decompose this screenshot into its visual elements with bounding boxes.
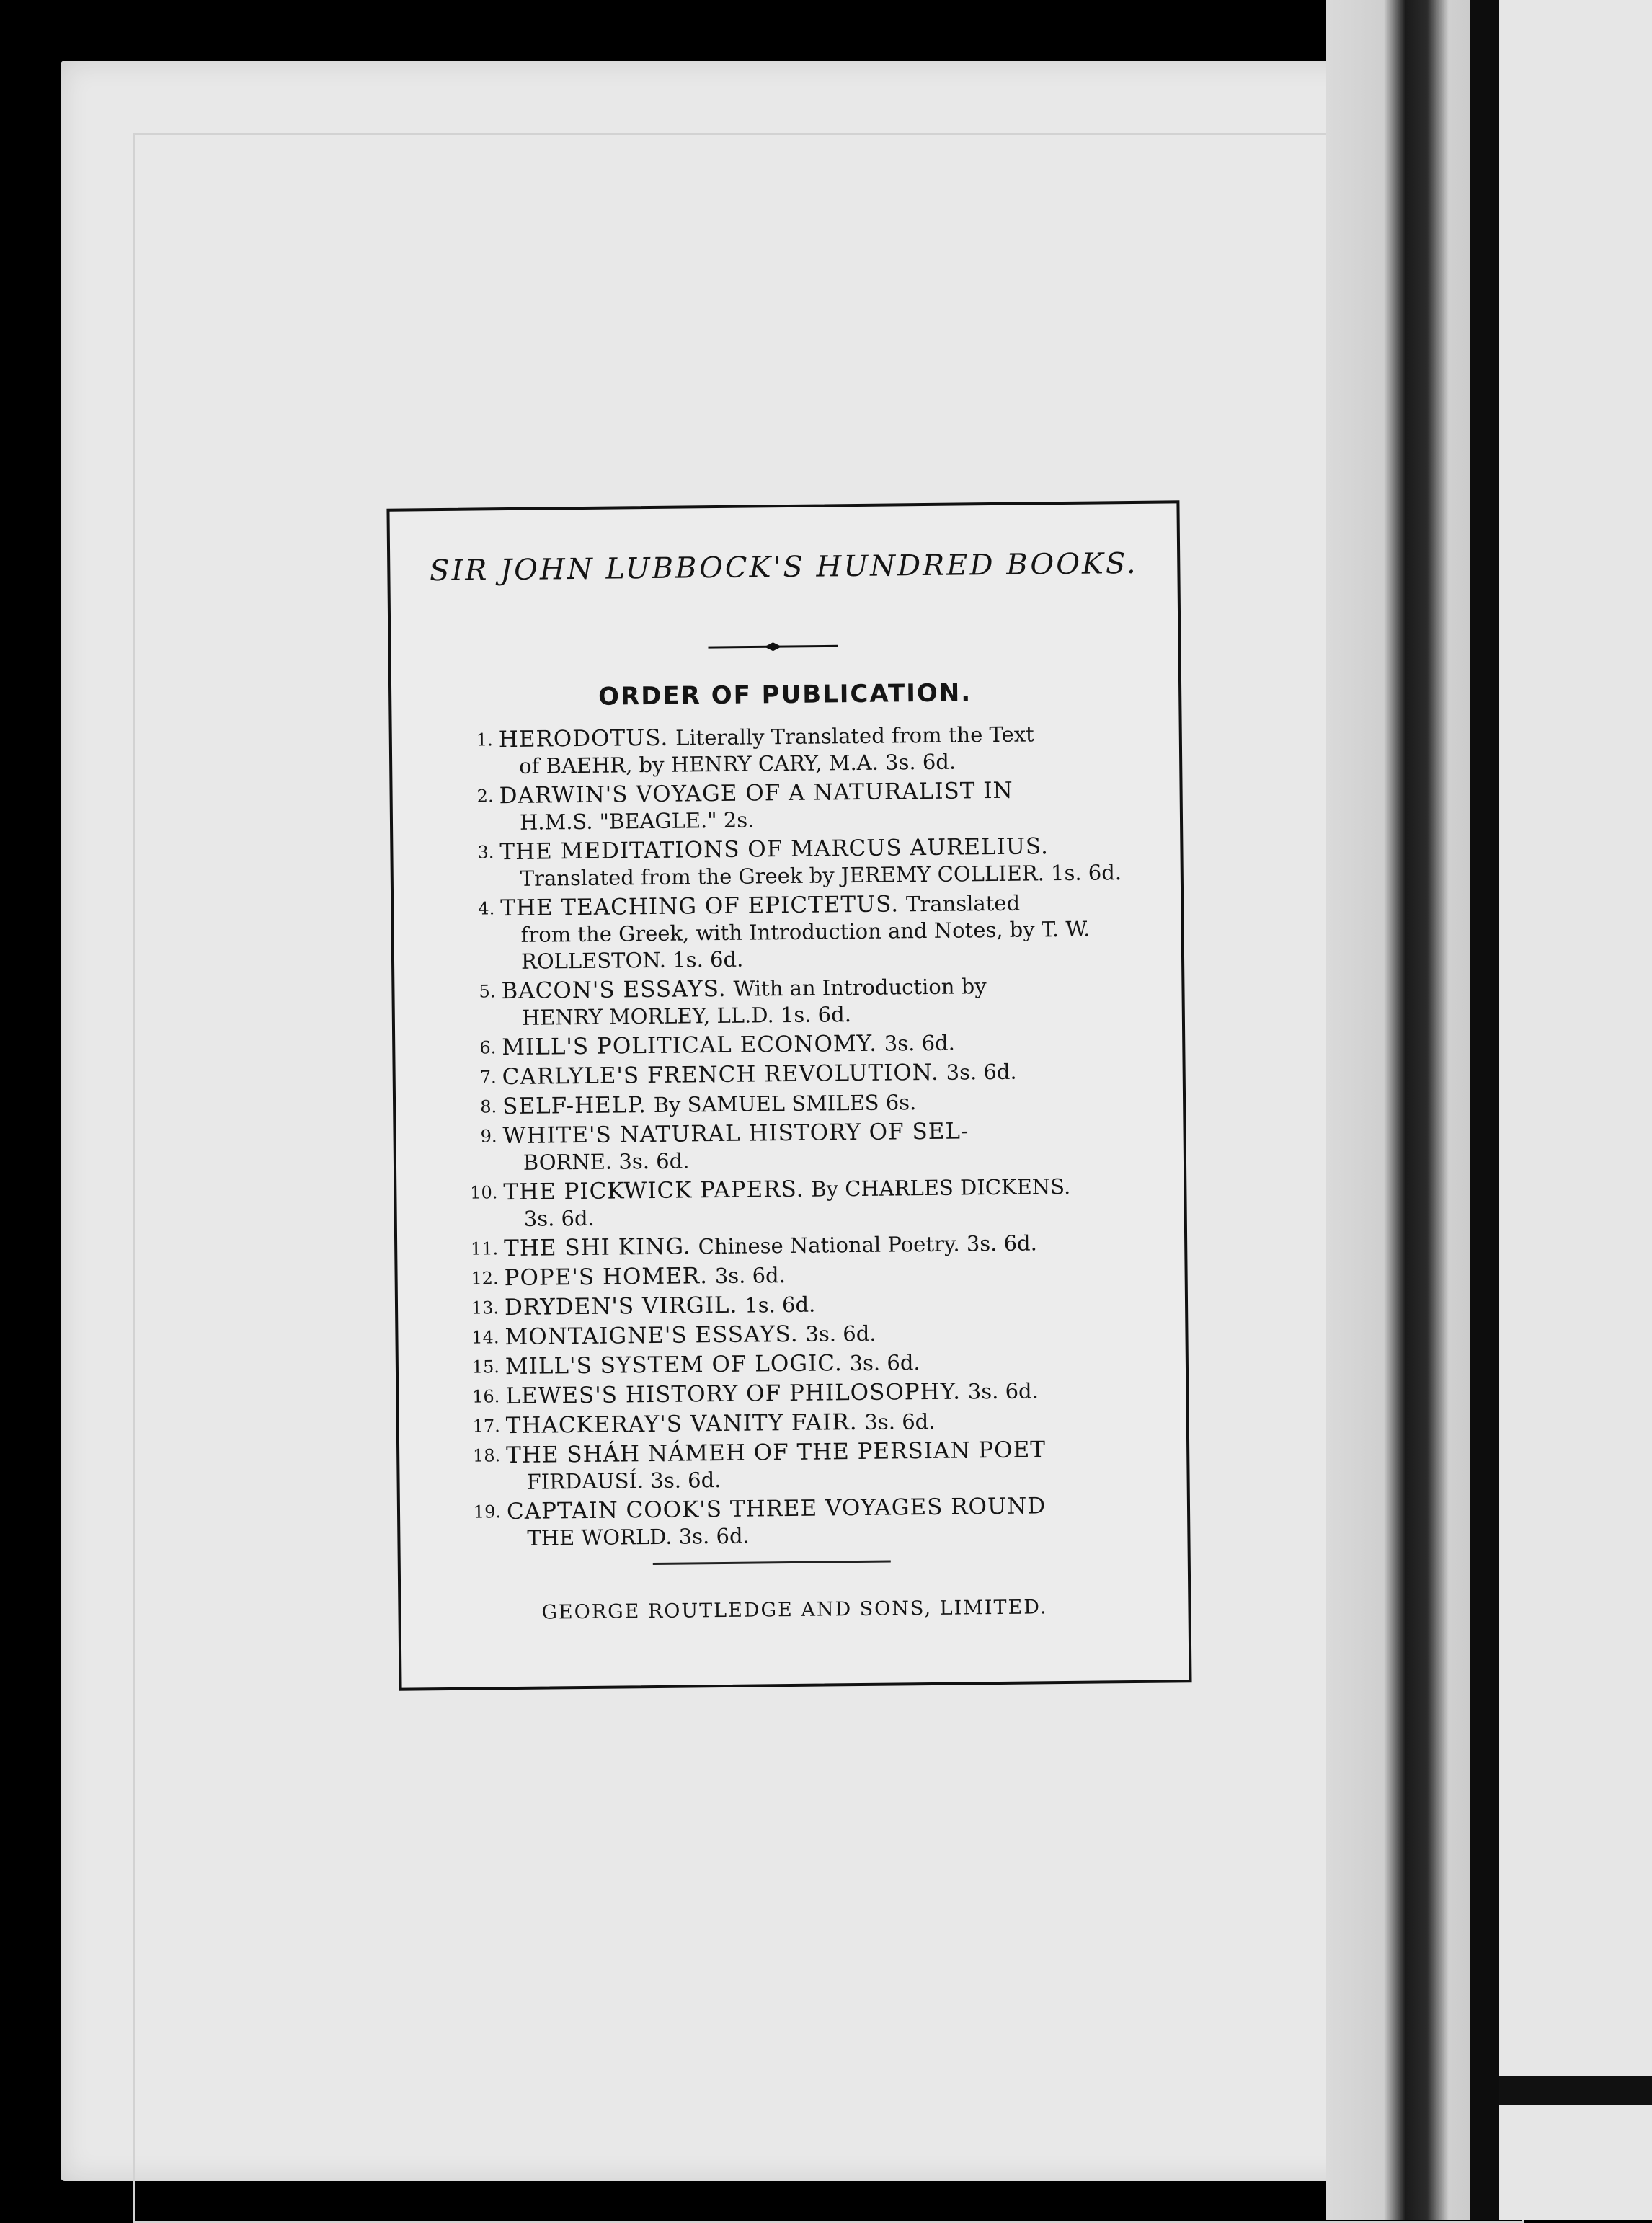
entry-detail: 3s. 6d. [946,1059,1017,1085]
book-entry [461,1087,1153,1121]
entry-number: 13. [471,1297,499,1318]
entry-number: 7. [479,1067,497,1088]
entry-number: 8. [480,1096,497,1117]
entry-title: BACON'S ESSAYS. [501,975,727,1005]
entry-title: MILL'S SYSTEM OF LOGIC. [505,1350,843,1380]
book-entry [457,776,1150,837]
entry-title: DRYDEN'S VIRGIL. [504,1292,738,1321]
entry-continuation: Translated from the Greek by JEREMY COLLIER. 1s. 6d. [520,860,1122,891]
entry-number: 10. [470,1182,498,1203]
entry-detail: 1s. 6d. [745,1292,816,1318]
entry-title: THE SHI KING. [504,1233,691,1262]
entry-detail: By CHARLES DICKENS. [811,1173,1071,1202]
entry-number: 17. [472,1416,500,1437]
book-entry [461,1057,1153,1091]
entry-number: 9. [480,1126,497,1147]
entry-detail: 3s. 6d. [849,1350,920,1376]
entry-number: 16. [472,1386,500,1407]
book-list [457,720,1158,1556]
book-entry [463,1318,1155,1352]
book-entry [458,833,1150,893]
ornament-divider [708,641,838,652]
entry-number: 3. [477,842,494,863]
book-entry [457,720,1150,781]
entry-title: DARWIN'S VOYAGE OF A NATURALIST IN [499,777,1013,809]
entry-number: 2. [476,786,494,807]
entry-title: HERODOTUS. [498,724,669,753]
entry-title: MONTAIGNE'S ESSAYS. [505,1321,799,1351]
entry-title: LEWES'S HISTORY OF PHILOSOPHY. [505,1378,962,1410]
facing-page [1499,0,1652,2220]
entry-continuation: THE WORLD. 3s. 6d. [527,1523,750,1550]
entry-detail: Chinese National Poetry. 3s. 6d. [698,1230,1038,1259]
entry-continuation: HENRY MORLEY, LL.D. 1s. 6d. [521,1002,852,1030]
order-heading: ORDER OF PUBLICATION. [598,678,972,711]
entry-continuation: H.M.S. "BEAGLE." 2s. [519,807,755,835]
entry-title: THACKERAY'S VANITY FAIR. [505,1409,858,1439]
entry-number: 19. [473,1501,502,1522]
entry-detail: 3s. 6d. [805,1321,876,1346]
entry-title: THE MEDITATIONS OF MARCUS AURELIUS. [499,833,1049,866]
book-entry [462,1229,1154,1263]
entry-title: THE TEACHING OF EPICTETUS. [500,891,900,922]
spine-shadow [1499,2076,1652,2105]
book-entry [460,1028,1152,1062]
entry-continuation: from the Greek, with Introduction and Notes, by T. W. ROLLESTON. 1s. 6d. [520,916,1091,974]
entry-number: 4. [478,898,495,919]
book-spine [1326,0,1470,2220]
entry-detail: 3s. 6d. [884,1030,956,1056]
gutter-gap [1470,0,1501,2220]
entry-number: 18. [472,1445,501,1466]
advert-title: SIR JOHN LUBBOCK'S HUNDRED BOOKS. [429,546,1138,588]
entry-detail: By SAMUEL SMILES 6s. [653,1090,917,1117]
entry-number: 15. [471,1357,500,1377]
bottom-rule [653,1561,891,1565]
entry-detail: Literally Translated from the Text [675,722,1034,750]
entry-detail: 3s. 6d. [714,1263,786,1289]
entry-continuation: of BAEHR, by HENRY CARY, M.A. 3s. 6d. [519,749,956,778]
entry-detail: Translated [905,890,1021,917]
book-entry [461,1117,1153,1177]
entry-detail: 3s. 6d. [864,1408,936,1434]
entry-title: CARLYLE'S FRENCH REVOLUTION. [502,1059,940,1091]
book-entry [465,1492,1158,1553]
entry-detail: With an Introduction by [733,974,987,1001]
book-entry [463,1377,1155,1411]
entry-title: THE SHÁH NÁMEH OF THE PERSIAN POET [506,1437,1047,1469]
book-entry [458,889,1151,976]
entry-title: WHITE'S NATURAL HISTORY OF SEL- [502,1118,969,1150]
entry-continuation: 3s. 6d. [523,1205,595,1231]
entry-detail: 3s. 6d. [967,1378,1039,1404]
book-entry [461,1173,1154,1233]
entry-title: THE PICKWICK PAPERS. [503,1176,804,1206]
publisher-line: GEORGE ROUTLEDGE AND SONS, LIMITED. [541,1596,1048,1624]
entry-title: SELF-HELP. [502,1092,647,1120]
entry-continuation: FIRDAUSÍ. 3s. 6d. [526,1468,721,1494]
entry-number: 6. [479,1037,497,1058]
entry-title: MILL'S POLITICAL ECONOMY. [502,1030,878,1061]
entry-title: CAPTAIN COOK'S THREE VOYAGES ROUND [506,1493,1047,1525]
entry-number: 1. [476,729,493,750]
book-entry [463,1288,1155,1322]
book-entry [464,1436,1157,1496]
book-entry [459,972,1152,1032]
entry-title: POPE'S HOMER. [504,1263,709,1292]
entry-number: 5. [479,981,496,1002]
book-entry [464,1406,1156,1440]
entry-continuation: BORNE. 3s. 6d. [523,1148,690,1175]
book-entry [463,1347,1155,1381]
entry-number: 14. [471,1327,499,1348]
entry-number: 11. [470,1238,499,1259]
book-entry [462,1259,1154,1292]
advert-box [386,500,1191,1690]
entry-number: 12. [471,1268,499,1289]
